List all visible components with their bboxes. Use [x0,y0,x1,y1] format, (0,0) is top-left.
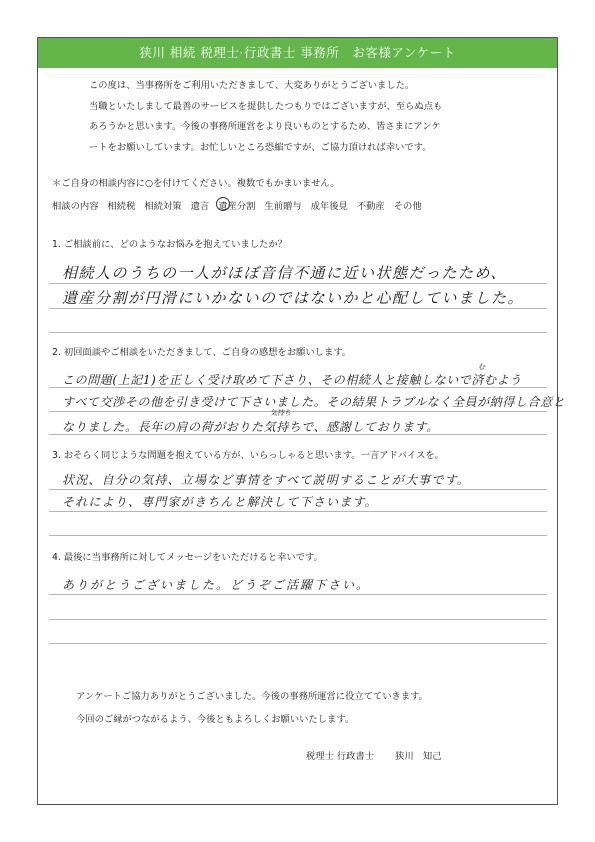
question-4-label: 4. 最後に当事務所に対してメッセージをいただけると幸いです。 [52,552,323,563]
answer-rule [49,283,547,284]
category-estate-division[interactable]: 遺産分割 [218,198,255,212]
question-1-answer-line: 遺産分割が円滑にいかないのではないかと心配していました。 [62,289,525,307]
consult-label: 相談の内容 [52,201,99,212]
signature-name: 狭川 知己 [395,751,442,762]
answer-rule [49,411,547,412]
consult-categories [52,198,431,212]
answer-rule [49,535,547,536]
intro-line: ートをお願いしています。お忙しいところ恐縮ですが、ご協力頂ければ幸いです。 [89,141,432,153]
intro-line: この度は、当事務所をご利用いただきまして、大変ありがとうございました。 [89,80,415,91]
category-will[interactable]: 遺言 [190,201,210,212]
answer-rule [49,511,547,512]
form-header [38,38,557,68]
answer-rule [49,643,547,644]
answer-rule [49,332,547,333]
category-inheritance-tax[interactable]: 相続税 [107,201,136,212]
question-3-answer-line: それにより、専門家がきちんと解決して下さいます。 [62,495,378,509]
answer-rule [49,489,547,490]
question-2-answer-line: すべて交渉その他を引き受けて下さいました。その結果トラブルなく全員が納得し合意と [62,395,566,409]
answer-rule [49,619,547,620]
question-2-label: 2. 初回面談やご相談をいただきまして、ご自身の感想をお願いします。 [52,347,352,358]
answer-rule [49,434,547,435]
question-2-answer-line: なりました。長年の肩の荷がおりた気持ちで、感謝しております。 [62,420,439,434]
signature [306,748,460,762]
category-gift[interactable]: 生前贈与 [264,201,302,212]
survey-form [37,37,566,805]
category-real-estate[interactable]: 不動産 [356,201,385,212]
category-guardianship[interactable]: 成年後見 [310,201,348,212]
category-other[interactable]: その他 [393,201,422,212]
category-inheritance-planning[interactable]: 相続対策 [144,201,182,212]
intro-text [89,76,529,158]
form-title: 狭川 相続 税理士·行政書士 事務所 お客様アンケート [139,45,456,60]
closing-line: 今回のご縁がつながるよう、今後ともよろしくお願いいたします。 [76,714,355,725]
intro-line: 当職といたしまして最善のサービスを提供したつもりではございますが、至らぬ点も [89,100,443,112]
question-1-answer-line: 相続人のうちの一人がほぼ音信不通に近い状態だったため、 [62,264,507,282]
answer-rule [49,387,547,388]
annotation-ruby: 気持ち [270,409,291,417]
question-3-label: 3. おそらく同じような問題を抱えている方が、いらっしゃると思います。一言アドバイスを。 [52,450,444,461]
intro-line: あろうかと思います。今後の事務所運営をより良いものとするため、皆さまにアンケ [89,121,441,132]
answer-rule [49,594,547,595]
answer-rule [49,308,547,309]
consult-instruction: ＊ご自身の相談内容に○を付けてください。複数でもかまいません。 [52,178,340,189]
question-1-label: 1. ご相談前に、どのようなお悩みを抱えていましたか？ [52,239,287,250]
signature-title: 税理士 行政書士 [306,751,375,762]
question-2-answer-line: この問題(上記1)を正しく受け取めて下さり、その相続人と接触しないで済むよう [62,373,522,387]
question-4-answer-line: ありがとうございました。どうぞご活躍下さい。 [62,578,371,592]
question-3-answer-line: 状況、自分の気持、立場など事情をすべて説明することが大事です。 [62,473,471,487]
closing-line: アンケートご協力ありがとうございました。今後の事務所運営に役立てていきます。 [76,691,428,702]
annotation-ruby: む [478,363,485,371]
